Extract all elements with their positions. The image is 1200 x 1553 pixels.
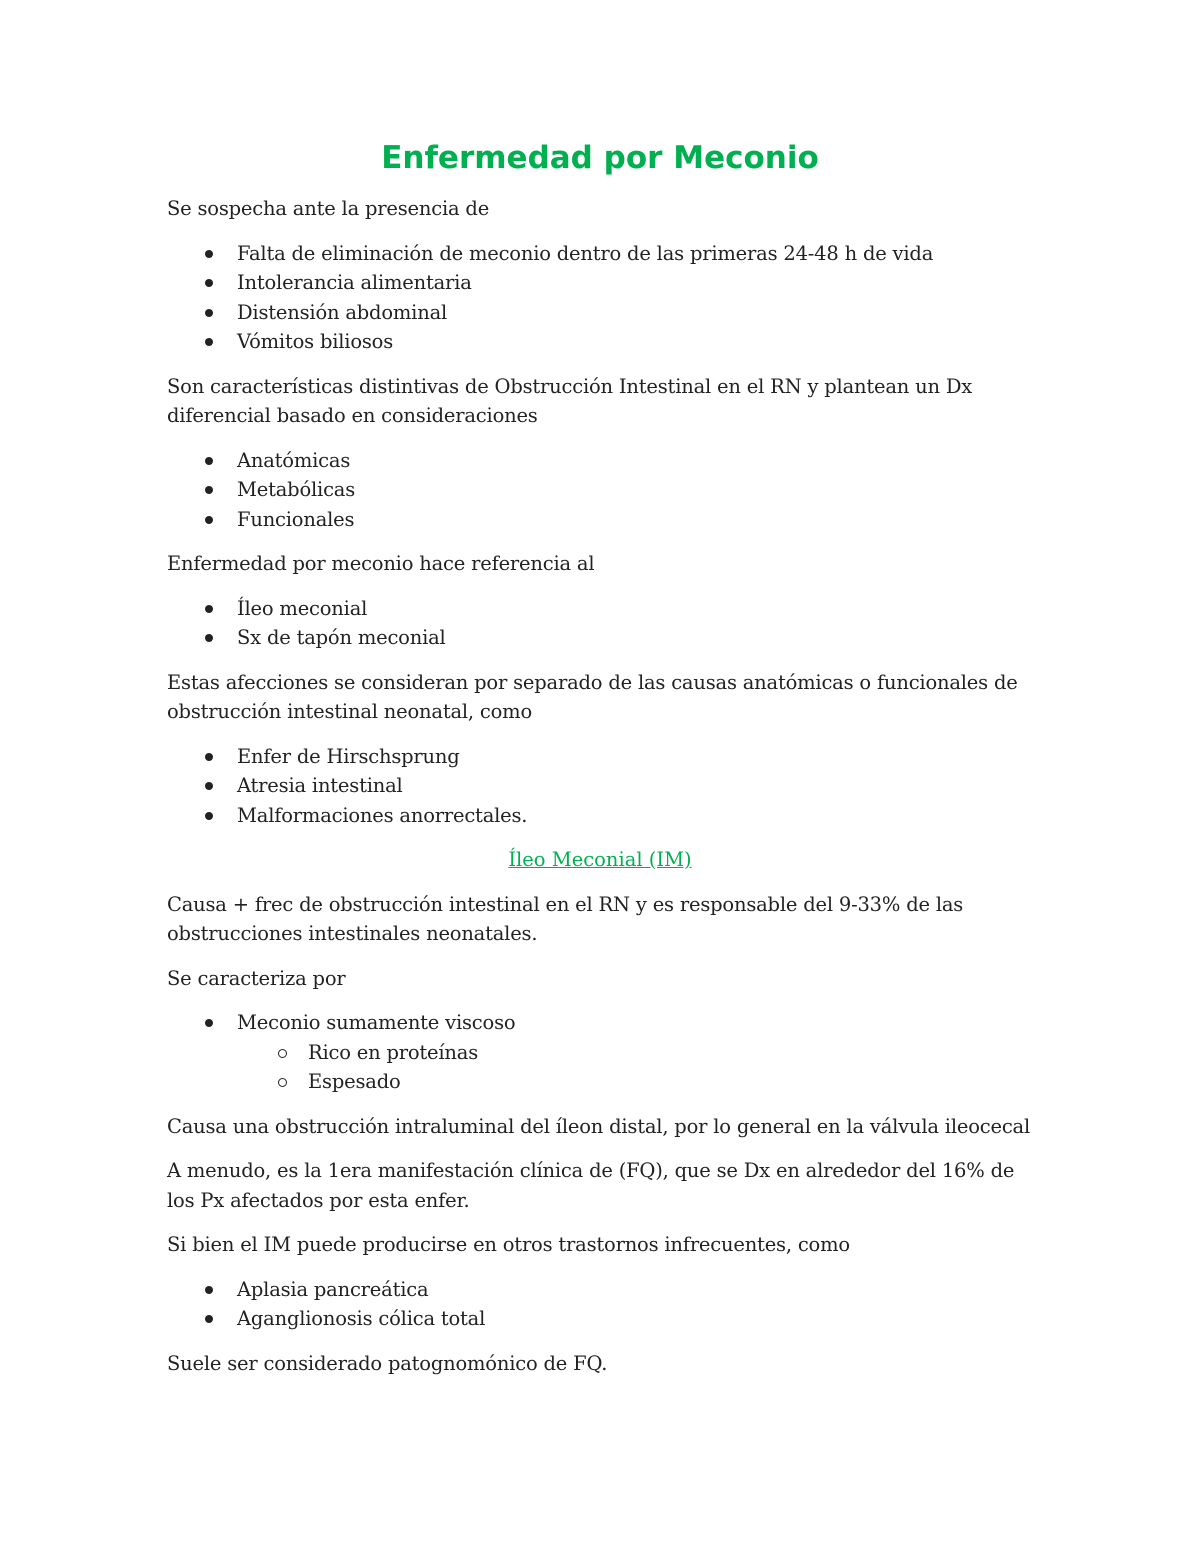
list-item-text: Sx de tapón meconial	[237, 626, 446, 649]
list-item	[167, 623, 1033, 653]
list-causas	[167, 742, 1033, 831]
list-item	[167, 268, 1033, 298]
list-caracteristicas-meconio	[167, 1008, 1033, 1097]
sublist-item	[167, 1038, 1033, 1068]
list-item-text: Vómitos biliosos	[237, 330, 394, 353]
bullet-icon	[205, 338, 213, 346]
list-item	[167, 298, 1033, 328]
list-item-text: Rico en proteínas	[308, 1040, 479, 1064]
paragraph-patognomonico: Suele ser considerado patognomónico de FQ.	[167, 1351, 608, 1375]
document-page	[167, 140, 1033, 1393]
paragraph-manifestacion: A menudo, es la 1era manifestación clínica de (FQ), que se Dx en alrededor del 16% de los Px afectados por esta enfer.	[167, 1159, 1015, 1212]
paragraph-obstruccion: Causa una obstrucción intraluminal del íleon distal, por lo general en la válvula ileocecal	[167, 1114, 1031, 1138]
bullet-icon	[205, 516, 213, 524]
bullet-icon	[205, 250, 213, 258]
list-item	[167, 801, 1033, 831]
list-item-text: Intolerancia alimentaria	[237, 271, 472, 294]
paragraph-caracteristicas: Son características distintivas de Obstrucción Intestinal en el RN y plantean un Dx diferencial basado en consideraciones	[167, 374, 973, 427]
sublist	[167, 1038, 1033, 1097]
hollow-bullet-icon	[278, 1078, 287, 1087]
list-item-text: Funcionales	[237, 507, 355, 531]
list-item	[167, 1008, 1033, 1038]
bullet-icon	[205, 782, 213, 790]
paragraph-sospecha: Se sospecha ante la presencia de	[167, 197, 490, 220]
list-item-text: Atresia intestinal	[237, 774, 403, 797]
bullet-icon	[205, 457, 213, 465]
list-item-text: Metabólicas	[237, 478, 356, 501]
list-item-text: Aplasia pancreática	[237, 1277, 429, 1301]
list-item	[167, 594, 1033, 624]
list-enfermedad-meconio	[167, 594, 1033, 653]
paragraph-afecciones: Estas afecciones se consideran por separado de las causas anatómicas o funcionales de obstrucción intestinal neonatal, como	[167, 670, 1018, 723]
document-title: Enfermedad por Meconio	[381, 140, 819, 176]
paragraph-trastornos: Si bien el IM puede producirse en otros trastornos infrecuentes, como	[167, 1233, 850, 1256]
list-item-text: Distensión abdominal	[237, 300, 448, 324]
paragraph-causa-frecuente: Causa + frec de obstrucción intestinal en el RN y es responsable del 9-33% de las obstrucciones intestinales neonatales.	[167, 892, 964, 945]
list-item-text: Anatómicas	[237, 448, 351, 472]
sublist-item	[167, 1067, 1033, 1097]
list-item-text: Aganglionosis cólica total	[237, 1307, 486, 1330]
list-trastornos	[167, 1275, 1033, 1334]
bullet-icon	[205, 812, 213, 820]
sublist-container	[167, 1038, 1033, 1097]
list-item	[167, 327, 1033, 357]
hollow-bullet-icon	[278, 1049, 287, 1058]
bullet-icon	[205, 634, 213, 642]
list-item	[167, 771, 1033, 801]
paragraph-se-caracteriza: Se caracteriza por	[167, 966, 346, 990]
list-item	[167, 475, 1033, 505]
list-item-text: Malformaciones anorrectales.	[237, 803, 528, 827]
bullet-icon	[205, 753, 213, 761]
list-item-text: Falta de eliminación de meconio dentro de las primeras 24-48 h de vida	[237, 241, 934, 265]
list-consideraciones	[167, 446, 1033, 535]
list-sintomas	[167, 239, 1033, 357]
bullet-icon	[205, 1286, 213, 1294]
section-heading-ileo-meconial: Íleo Meconial (IM)	[508, 848, 692, 871]
bullet-icon	[205, 605, 213, 613]
list-item	[167, 1304, 1033, 1334]
bullet-icon	[205, 1019, 213, 1027]
bullet-icon	[205, 1315, 213, 1323]
list-item	[167, 1275, 1033, 1305]
list-item-text: Enfer de Hirschsprung	[237, 744, 460, 768]
list-item	[167, 742, 1033, 772]
list-item	[167, 505, 1033, 535]
bullet-icon	[205, 279, 213, 287]
paragraph-referencia: Enfermedad por meconio hace referencia al	[167, 552, 595, 575]
bullet-icon	[205, 309, 213, 317]
list-item-text: Espesado	[308, 1070, 401, 1093]
list-item-text: Meconio sumamente viscoso	[237, 1011, 516, 1034]
bullet-icon	[205, 486, 213, 494]
list-item	[167, 446, 1033, 476]
list-item	[167, 239, 1033, 269]
list-item-text: Íleo meconial	[237, 596, 368, 620]
